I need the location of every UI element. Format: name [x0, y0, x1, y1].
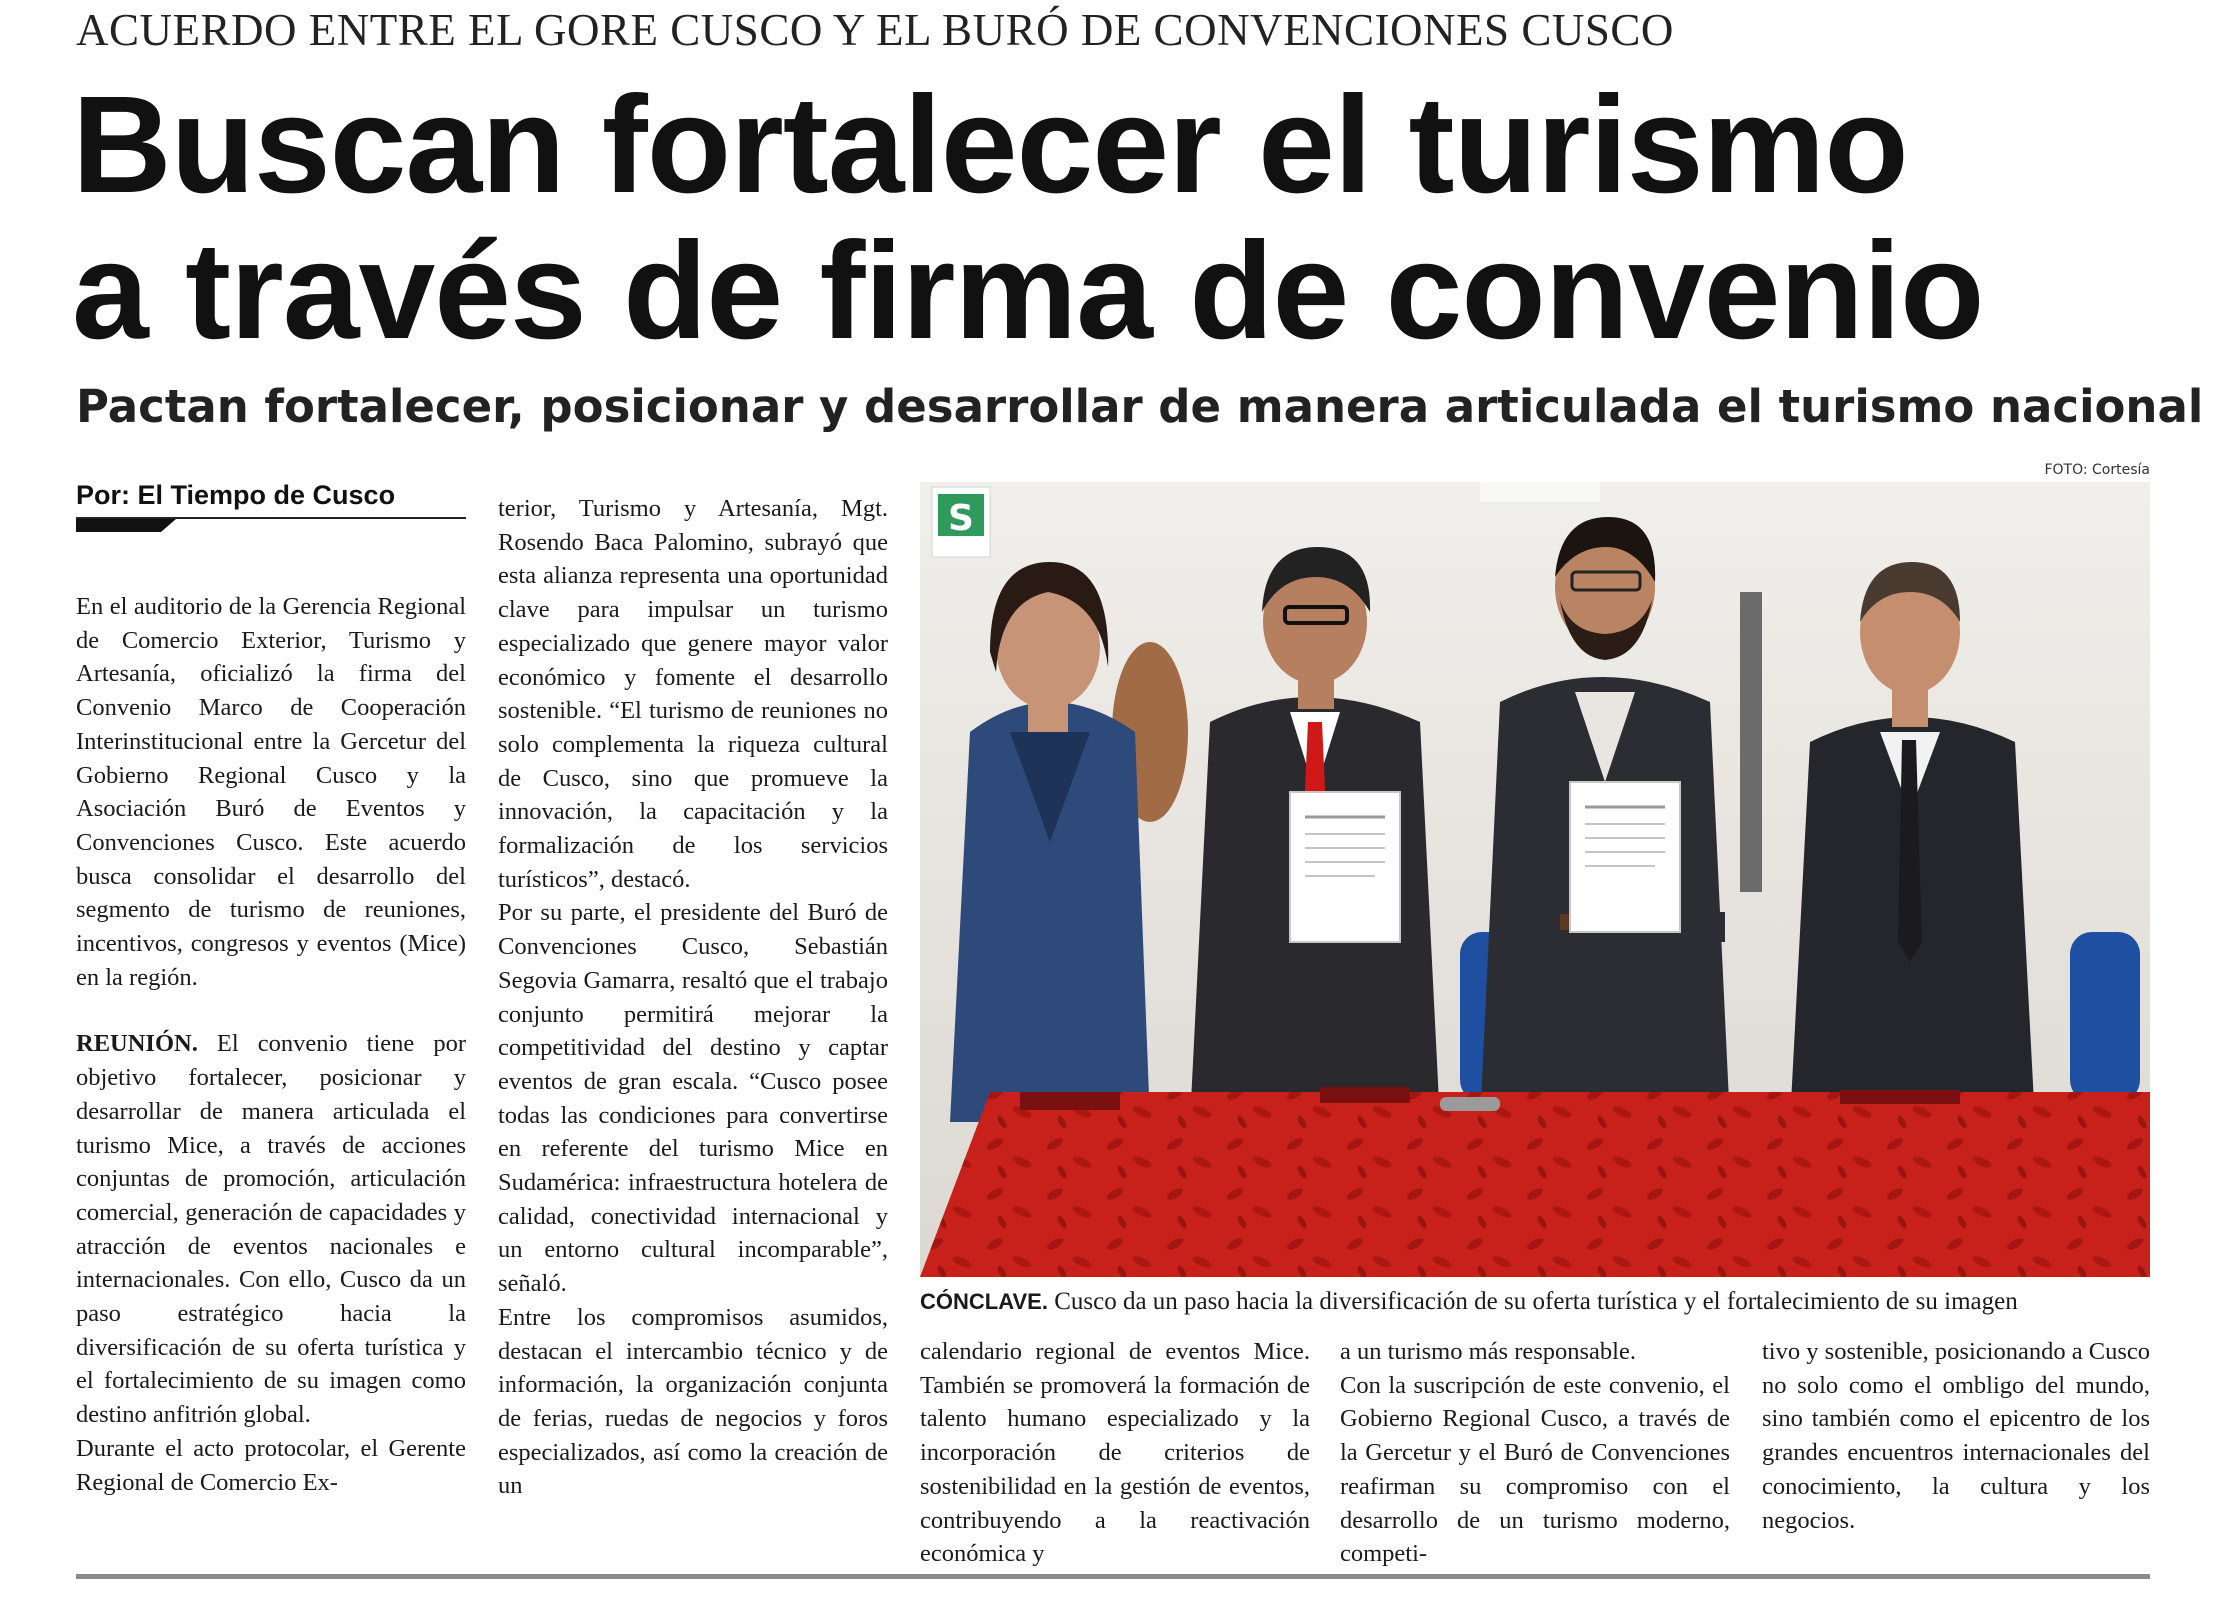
caption-text: Cusco da un paso hacia la diversificación de su oferta turística y el fortalecimiento de su imagen: [1047, 1288, 2018, 1315]
paragraph: Por su parte, el presidente del Buró de Convenciones Cusco, Sebastián Segovia Gamarra, resaltó que el trabajo conjunto permitirá mejorar la competitividad del destino y captar eventos de gran escala. “Cusco posee todas las condiciones para convertirse en referente del turismo Mice en Sudamérica: infraestructura hotelera de calidad, conectividad internacional y un entorno cultural incomparable”, señaló.: [498, 899, 888, 1298]
signed-document-right: [1570, 782, 1680, 932]
paragraph: Con la suscripción de este convenio, el Gobierno Regional Cusco, a través de la Gercetur y el Buró de Convenciones reafirman su compromiso con el desarrollo de un turismo moderno, competi-: [1340, 1371, 1730, 1568]
paragraph: Entre los compromisos asumidos, destacan el intercambio técnico y de información, la organización conjunta de ferias, ruedas de negocios y foros especializados, así como la creación de un: [498, 1303, 888, 1500]
paragraph: terior, Turismo y Artesanía, Mgt. Rosendo Baca Palomino, subrayó que esta alianza representa una oportunidad clave para impulsar un turismo especializado que genere mayor valor económico y fomente el desarrollo sostenible. “El turismo de reuniones no solo complementa la riqueza cultural de Cusco, sino que promueve la innovación, la capacitación y la formalización de los servicios turísticos”, destacó.: [498, 495, 888, 893]
ceiling-light: [1480, 482, 1600, 502]
byline-accent-bar: [76, 519, 176, 532]
byline: Por: El Tiempo de Cusco: [76, 480, 466, 519]
photo-credit: FOTO: Cortesía: [2044, 462, 2150, 478]
signing-table: [920, 1087, 2150, 1277]
headline-line-2: a través de firma de convenio: [72, 214, 1984, 368]
photo-illustration: [920, 482, 2150, 1277]
article-column-3: [920, 1335, 1310, 1571]
blue-chair: [2070, 932, 2140, 1102]
article-photo: [920, 482, 2150, 1277]
article-subheadline: Pactan fortalecer, posicionar y desarrollar de manera articulada el turismo nacional: [76, 380, 2204, 433]
headline-line-1: Buscan fortalecer el turismo: [72, 68, 1908, 222]
caption-lead: CÓNCLAVE.: [920, 1289, 1048, 1314]
paragraph: tivo y sostenible, posicionando a Cusco no solo como el ombligo del mundo, sino también como el epicentro de los grandes encuentros internacionales del conocimiento, la cultura y los negocios.: [1762, 1338, 2150, 1534]
wall-pillar: [1740, 592, 1762, 892]
paragraph-text: El convenio tiene por objetivo fortalecer, posicionar y desarrollar de manera articulada el turismo Mice, a través de acciones conjuntas de promoción, articulación comercial, generación de capacidades y atracción de eventos nacionales e internacionales. Con ello, Cusco da un paso estratégico hacia la diversificación de su oferta turística y el fortalecimiento de su imagen como destino anfitrión global.: [76, 1030, 466, 1429]
paragraph: calendario regional de eventos Mice. También se promoverá la formación de talento humano especializado y la incorporación de criterios de sostenibilidad en la gestión de eventos, contribuyendo a la reactivación económica y: [920, 1338, 1310, 1568]
signed-document-left: [1290, 792, 1400, 942]
sign-letter: S: [948, 498, 974, 539]
article-kicker: ACUERDO ENTRE EL GORE CUSCO Y EL BURÓ DE CONVENCIONES CUSCO: [76, 5, 1674, 55]
bottom-rule: [76, 1574, 2150, 1579]
paragraph: a un turismo más responsable.: [1340, 1338, 1636, 1365]
article-column-4: [1340, 1335, 1730, 1571]
byline-block: [76, 480, 466, 532]
article-column-5: [1762, 1335, 2150, 1537]
photo-caption: [920, 1288, 2150, 1316]
article-column-2: [498, 492, 888, 1503]
article-column-1: [76, 590, 466, 1499]
paragraph: [76, 1027, 466, 1431]
paragraph-lead: REUNIÓN.: [76, 1030, 198, 1058]
paragraph: Durante el acto protocolar, el Gerente Regional de Comercio Ex-: [76, 1434, 466, 1496]
article-headline: [72, 68, 2172, 368]
paragraph: En el auditorio de la Gerencia Regional de Comercio Exterior, Turismo y Artesanía, oficializó la firma del Convenio Marco de Cooperación Interinstitucional entre la Gercetur del Gobierno Regional Cusco y la Asociación Buró de Eventos y Convenciones Cusco. Este acuerdo busca consolidar el desarrollo del segmento de turismo de reuniones, incentivos, congresos y eventos (Mice) en la región.: [76, 593, 466, 991]
